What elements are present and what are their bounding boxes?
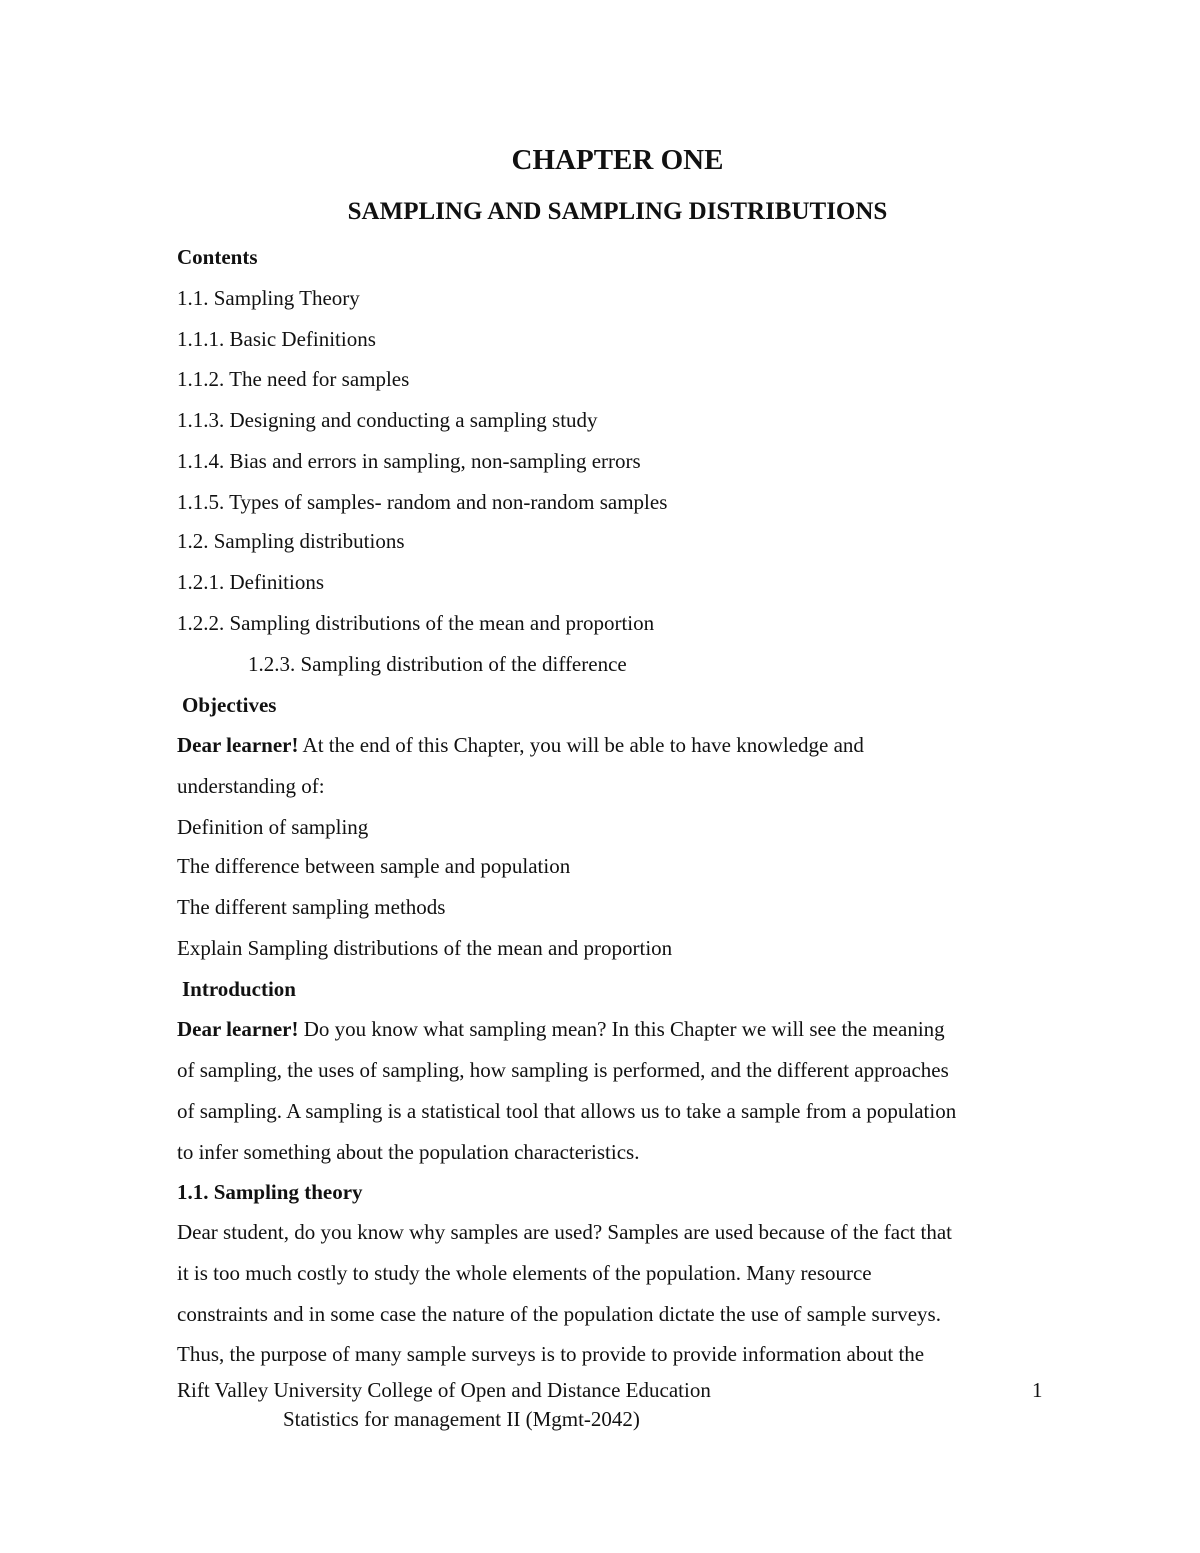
contents-item: 1.1.1. Basic Definitions: [177, 327, 376, 351]
introduction-line: [177, 1016, 945, 1042]
introduction-line: of sampling, the uses of sampling, how sampling is performed, and the different approaches: [177, 1058, 949, 1082]
objectives-lead-bold: Dear learner!: [177, 733, 299, 757]
footer-institution: Rift Valley University College of Open and Distance Education: [177, 1378, 711, 1402]
section-heading: 1.1. Sampling theory: [177, 1180, 363, 1204]
contents-item: 1.1.2. The need for samples: [177, 367, 410, 391]
objectives-lead-text: At the end of this Chapter, you will be able to have knowledge and: [298, 733, 864, 757]
contents-item: 1.1.3. Designing and conducting a sampling study: [177, 408, 598, 432]
footer-course: Statistics for management II (Mgmt-2042): [283, 1407, 640, 1431]
objective-item: The difference between sample and population: [177, 854, 571, 878]
objectives-lead: [177, 732, 864, 758]
introduction-lead-bold: Dear learner!: [177, 1017, 299, 1041]
contents-item: 1.1.5. Types of samples- random and non-random samples: [177, 490, 668, 514]
chapter-title: CHAPTER ONE: [511, 144, 724, 176]
objective-item: Explain Sampling distributions of the mean and proportion: [177, 936, 673, 960]
contents-heading: Contents: [177, 245, 258, 269]
contents-item: 1.1.4. Bias and errors in sampling, non-sampling errors: [177, 449, 641, 473]
contents-item: 1.1. Sampling Theory: [177, 286, 360, 310]
introduction-lead-text: Do you know what sampling mean? In this Chapter we will see the meaning: [298, 1017, 945, 1041]
body-line: Thus, the purpose of many sample surveys is to provide to provide information about the: [177, 1342, 925, 1366]
objectives-heading: Objectives: [182, 693, 277, 717]
objectives-lead-continued: understanding of:: [177, 774, 325, 798]
contents-item: 1.2.3. Sampling distribution of the difference: [248, 652, 627, 676]
contents-item: 1.2. Sampling distributions: [177, 529, 405, 553]
objective-item: The different sampling methods: [177, 895, 446, 919]
body-line: constraints and in some case the nature of the population dictate the use of sample surveys.: [177, 1302, 941, 1326]
introduction-heading: Introduction: [182, 977, 296, 1001]
objective-item: Definition of sampling: [177, 815, 369, 839]
contents-item: 1.2.1. Definitions: [177, 570, 324, 594]
contents-item: 1.2.2. Sampling distributions of the mean and proportion: [177, 611, 655, 635]
body-line: Dear student, do you know why samples are used? Samples are used because of the fact that: [177, 1220, 953, 1244]
introduction-line: to infer something about the population characteristics.: [177, 1140, 640, 1164]
body-line: it is too much costly to study the whole elements of the population. Many resource: [177, 1261, 872, 1285]
chapter-subtitle: SAMPLING AND SAMPLING DISTRIBUTIONS: [347, 198, 888, 225]
footer-page-number: 1: [1032, 1378, 1043, 1402]
introduction-line: of sampling. A sampling is a statistical tool that allows us to take a sample from a population: [177, 1099, 957, 1123]
